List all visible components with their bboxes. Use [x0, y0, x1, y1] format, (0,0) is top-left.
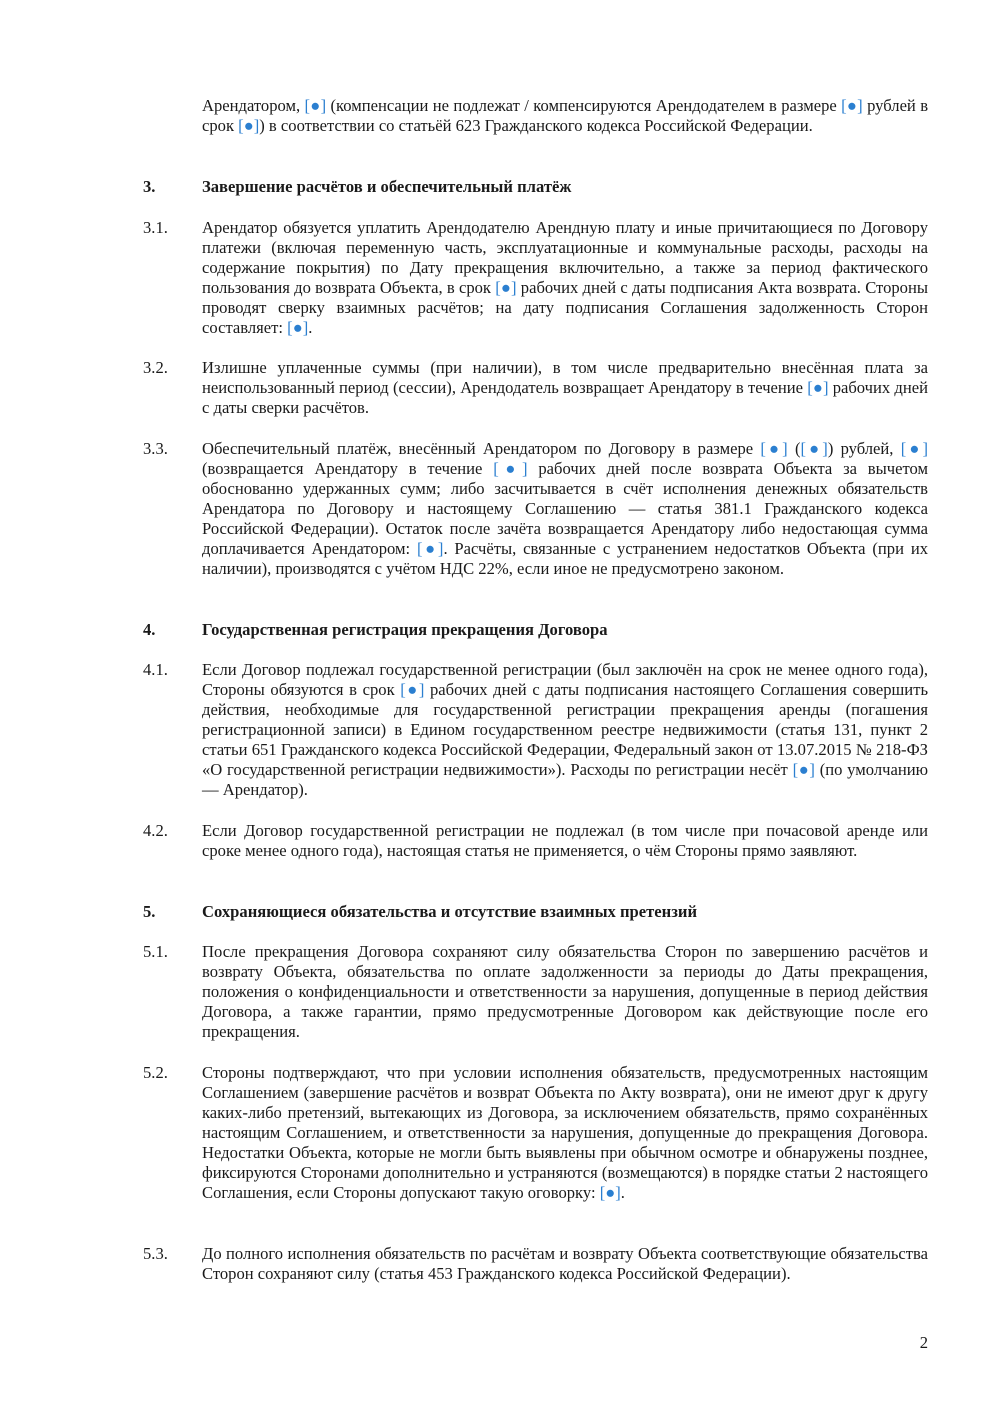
text-run: рабочих дней с даты сверки расчётов. [202, 378, 928, 417]
clause-4-1-number: 4.1. [143, 660, 168, 679]
clause-3-3-number: 3.3. [143, 439, 168, 458]
text-run: ) в соответствии со статьёй 623 Гражданского кодекса Российской Федерации. [259, 116, 813, 135]
clause-3-2-number: 3.2. [143, 358, 168, 377]
clause-5-3-text: До полного исполнения обязательств по расчётам и возврату Объекта соответствующие обязательства Сторон сохраняют силу (статья 453 Гражданского кодекса Российской Федерации). [202, 1244, 928, 1283]
section-4-title: Государственная регистрация прекращения Договора [202, 620, 608, 639]
placeholder-marker: [●] [760, 439, 788, 458]
clause-4-2-number: 4.2. [143, 821, 168, 840]
page-number: 2 [919, 1333, 928, 1352]
placeholder-marker: [●] [416, 539, 444, 558]
placeholder-marker: [●] [807, 378, 829, 397]
text-run: Арендатор обязуется уплатить Арендодателю Арендную плату и иные причитающиеся по Договору платежи (включая переменную часть, эксплуатационные и коммунальные расходы, расходы на содержание покрытия) по Дату прекращения включительно, а также за период фактического пользования до возврата Объекта, в срок [202, 218, 928, 297]
clause-3-1-text [202, 218, 928, 338]
placeholder-marker: [●] [304, 96, 327, 115]
clause-3-1-number: 3.1. [143, 218, 168, 237]
text-run: Если Договор подлежал государственной регистрации (был заключён на срок не менее одного года), Стороны обязуются в срок [202, 660, 928, 699]
clause-5-1-text: После прекращения Договора сохраняют силу обязательства Сторон по завершению расчётов и возврату Объекта, обязательства по оплате задолженности за периоды до Даты прекращения, положения о конфиденциальности и ответственности за нарушения, допущенные в период действия Договора, а также гарантии, прямо предусмотренные Договором как действующие после его прекращения. [202, 942, 928, 1041]
clause-5-1-number: 5.1. [143, 942, 168, 961]
text-run: Излишне уплаченные суммы (при наличии), в том числе предварительно внесённая плата за неиспользованный период (сессии), Арендодатель возвращает Арендатору в течение [202, 358, 928, 397]
text-run: . [620, 1183, 625, 1202]
text-run: . Расчёты, связанные с устранением недостатков Объекта (при их наличии), производятся с учётом НДС 22%, если иное не предусмотрено законом. [202, 539, 929, 578]
placeholder-marker: [●] [400, 680, 425, 699]
placeholder-marker: [●] [800, 439, 828, 458]
text-run: (по умолчанию — Арендатор). [202, 760, 928, 799]
placeholder-marker: [●] [792, 760, 815, 779]
section-4-number: 4. [143, 620, 156, 639]
placeholder-marker: [●] [599, 1183, 621, 1202]
text-run: рабочих дней с даты подписания настоящего Соглашения совершить действия, необходимые для государственной регистрации прекращения аренды (погашения регистрационной записи) в Едином государственном реестре недвижимости (статья 131, пункт 2 статьи 651 Гражданского кодекса Российской Федерации, Федеральный закон от 13.07.2015 № 218-ФЗ «О государственной регистрации недвижимости»). Расходы по регистрации несёт [202, 680, 929, 779]
text-run: рабочих дней после возврата Объекта за вычетом обоснованно удержанных сумм; либо засчитывается в счёт исполнения денежных обязательств Арендатора по Договору и настоящему Соглашению — статья 381.1 Гражданского кодекса Российской Федерации). Остаток после зачёта возвращается Арендатору либо недостающая сумма доплачивается Арендатором: [202, 459, 929, 558]
text-run: Арендатором, [202, 96, 305, 115]
text-run: Обеспечительный платёж, внесённый Арендатором по Договору в размере [202, 439, 761, 458]
placeholder-marker: [●] [287, 318, 309, 337]
placeholder-marker: [●] [841, 96, 863, 115]
clause-5-2-text [202, 1063, 928, 1203]
intro-paragraph [202, 96, 928, 136]
section-3-title: Завершение расчётов и обеспечительный платёж [202, 177, 572, 196]
clause-3-2-text [202, 358, 928, 418]
placeholder-marker: [●] [495, 278, 517, 297]
text-run: (возвращается Арендатору в течение [202, 459, 494, 478]
section-5-title: Сохраняющиеся обязательства и отсутствие взаимных претензий [202, 902, 698, 921]
placeholder-marker: [●] [900, 439, 929, 458]
clause-5-3-number: 5.3. [143, 1244, 168, 1263]
clause-3-3-text [202, 439, 928, 579]
text-run: рабочих дней с даты подписания Акта возврата. Стороны проводят сверку взаимных расчётов; на дату подписания Соглашения задолженность Сторон составляет: [202, 278, 928, 337]
text-run: ( [787, 439, 801, 458]
placeholder-marker: [●] [493, 459, 528, 478]
placeholder-marker: [●] [238, 116, 260, 135]
text-run: . [308, 318, 313, 337]
section-3-number: 3. [143, 177, 156, 196]
text-run: рублей в срок [202, 96, 929, 135]
clause-5-2-number: 5.2. [143, 1063, 168, 1082]
section-5-number: 5. [143, 902, 156, 921]
text-run: (компенсации не подлежат / компенсируются Арендодателем в размере [326, 96, 842, 115]
text-run: ) рублей, [827, 439, 901, 458]
text-run: Стороны подтверждают, что при условии исполнения обязательств, предусмотренных настоящим Соглашением (завершение расчётов и возврат Объекта по Акту возврата), они не имеют друг к другу каких-либо претензий, вытекающих из Договора, за исключением обязательств, прямо сохранённых настоящим Соглашением, и ответственности за нарушения, допущенные до прекращения Договора. Недостатки Объекта, которые не могли быть выявлены при обычном осмотре и обнаружены позднее, фиксируются Сторонами дополнительно и устраняются (возмещаются) в порядке статьи 2 настоящего Соглашения, если Стороны допускают такую оговорку: [202, 1063, 928, 1202]
clause-4-1-text [202, 660, 928, 800]
clause-4-2-text: Если Договор государственной регистрации не подлежал (в том числе при почасовой аренде или сроке менее одного года), настоящая статья не применяется, о чём Стороны прямо заявляют. [202, 821, 928, 860]
